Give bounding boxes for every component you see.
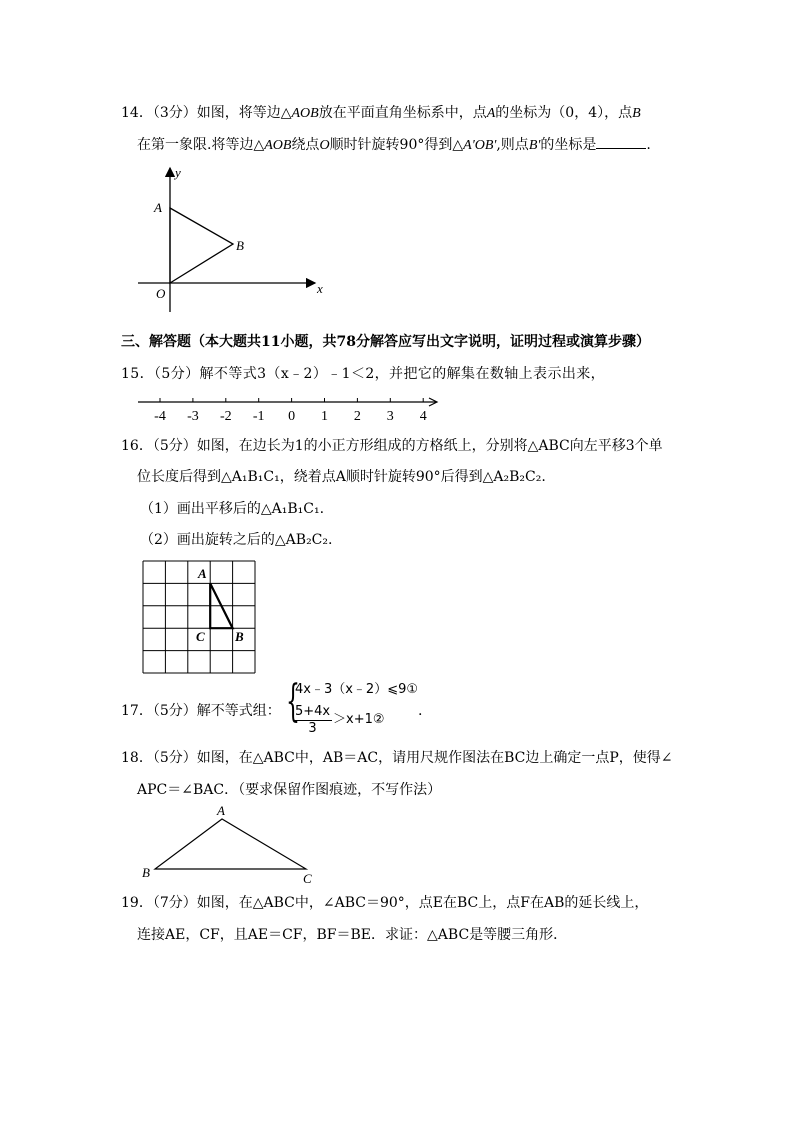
- number-line-tick-label: 3: [386, 409, 394, 424]
- point-o-label: O: [156, 286, 166, 301]
- tri-point-c-label: C: [303, 871, 312, 885]
- y-axis-label: y: [175, 165, 181, 180]
- q15-text: 15．（5分）解不等式3（x﹣2）﹣1＜2，并把它的解集在数轴上表示出来，: [121, 366, 606, 382]
- q18-triangle-figure: [135, 800, 320, 885]
- tri-point-a-label: A: [217, 803, 225, 818]
- q19-line1: 19．（7分）如图，在△ABC中，∠ABC＝90°，点E在BC上，点F在AB的延长线上，: [121, 895, 649, 911]
- number-line-tick-label: -3: [187, 409, 199, 424]
- grid-point-c-label: C: [196, 629, 205, 644]
- inequality-brace: {: [286, 676, 300, 727]
- grid-point-a-label: A: [198, 566, 207, 581]
- q17-fraction: [293, 704, 332, 737]
- q19-line2: 连接AE，CF，且AE＝CF，BF＝BE．求证：△ABC是等腰三角形．: [137, 927, 568, 943]
- tri-point-b-label: B: [142, 865, 150, 880]
- section-3-title: 三、解答题（本大题共11小题，共78分解答应写出文字说明，证明过程或演算步骤）: [121, 334, 650, 350]
- triangle-abc: [155, 819, 306, 869]
- fraction-denominator: 3: [308, 721, 317, 736]
- q14-coordinate-figure: [130, 160, 340, 320]
- q16-sub1: （1）画出平移后的△A₁B₁C₁.: [140, 501, 325, 517]
- triangle-aob: [170, 208, 233, 283]
- number-line-tick-label: 1: [321, 409, 328, 424]
- answer-blank[interactable]: [596, 136, 646, 149]
- q18-line2: APC＝∠BAC．（要求保留作图痕迹，不写作法）: [137, 782, 442, 798]
- point-b-label: B: [236, 238, 244, 253]
- number-line-tick-label: -4: [154, 409, 166, 424]
- grid-point-b-label: B: [235, 629, 244, 644]
- number-line-tick-label: -1: [252, 409, 265, 424]
- q14-line2: 在第一象限.将等边△AOB绕点O顺时针旋转90°得到△A'OB',则点B'的坐标是 .: [137, 137, 651, 153]
- number-line-tick-label: -2: [219, 409, 232, 424]
- q16-line1: 16．（5分）如图，在边长为1的小正方形组成的方格纸上，分别将△ABC向左平移3个单: [121, 438, 663, 454]
- fraction-numerator: 5+4x: [295, 704, 331, 719]
- q17-eq1: 4x﹣3（x﹣2）⩽9①: [295, 682, 419, 697]
- q16-line2: 位长度后得到△A₁B₁C₁，绕着点A顺时针旋转90°后得到△A₂B₂C₂.: [137, 469, 546, 485]
- q14-line1: 14．（3分）如图，将等边△AOB放在平面直角坐标系中，点A的坐标为（0，4），点B: [121, 105, 641, 121]
- x-axis-label: x: [317, 281, 323, 296]
- point-a-label: A: [154, 200, 162, 215]
- q17-end: .: [418, 703, 423, 719]
- q17-eq2-rest: ＞x+1②: [333, 712, 385, 727]
- number-line-tick-label: 4: [419, 409, 427, 424]
- q17-prefix: 17．（5分）解不等式组：: [121, 703, 281, 719]
- q15-number-line: [136, 394, 446, 426]
- q18-line1: 18．（5分）如图，在△ABC中，AB＝AC，请用尺规作图法在BC边上确定一点P，使得∠: [121, 750, 673, 766]
- q16-grid-figure: [140, 558, 260, 676]
- q16-sub2: （2）画出旋转之后的△AB₂C₂.: [140, 532, 333, 548]
- number-line-tick-label: 2: [353, 409, 361, 424]
- number-line-tick-label: 0: [288, 409, 296, 424]
